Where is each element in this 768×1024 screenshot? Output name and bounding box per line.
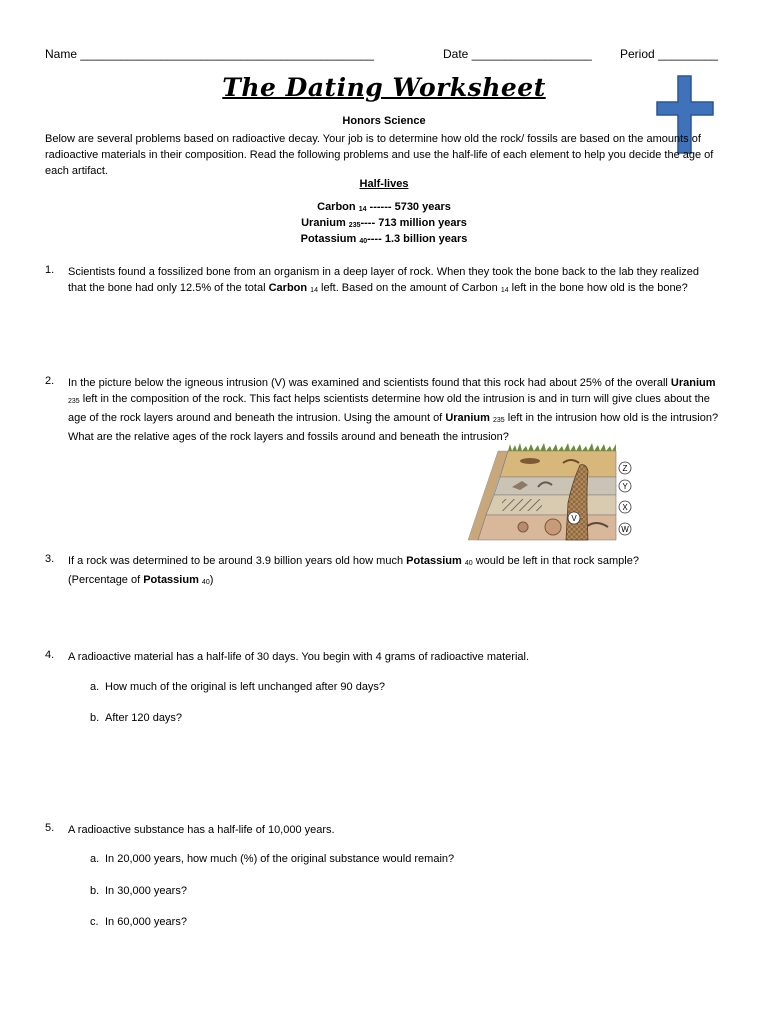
subtitle: Honors Science (342, 115, 426, 127)
question-1-text: Scientists found a fossilized bone from an organism in a deep layer of rock. When they took the bone back to the lab they realized that the bone had only 12.5% of the total Carbon $_{14}$ left. Based on the amount of Carbon $_{14}$ left in the bone how old is the bone? (68, 266, 700, 294)
rock-layers-diagram (468, 443, 636, 543)
name-blank[interactable]: ____________________________________________ (80, 47, 375, 61)
layer-z (500, 451, 616, 477)
label-y: Y (622, 482, 628, 491)
grass (508, 443, 616, 451)
layer-y (494, 477, 616, 495)
question-3-number: 3. (45, 553, 55, 565)
period-field[interactable] (620, 47, 718, 61)
half-lives-heading: Half-lives (359, 178, 409, 190)
date-field[interactable] (443, 47, 592, 61)
question-5-number: 5. (45, 822, 55, 834)
label-v: V (571, 514, 577, 523)
label-w: W (621, 525, 629, 534)
name-label: Name (45, 47, 78, 61)
hatched-band (502, 499, 542, 511)
fossil-z (520, 458, 540, 464)
label-x: X (622, 503, 628, 512)
date-blank[interactable]: __________________ (471, 47, 592, 61)
question-5-text: A radioactive substance has a half-life of 10,000 years. (68, 824, 335, 836)
intro-paragraph: Below are several problems based on radioactive decay. Your job is to determine how old the rock/ fossils are based on the amounts of radioactive materials in their composition. Read the following problems and use the half-life of each element to help you decide the age of each artifact. (45, 133, 714, 177)
half-life-potassium: Potassium $_{40}$---- 1.3 billion years (300, 233, 468, 245)
fossil-w (545, 519, 561, 535)
question-4-number: 4. (45, 649, 55, 661)
name-field[interactable] (45, 47, 374, 61)
period-label: Period (620, 47, 655, 61)
question-4b: b. After 120 days? (90, 712, 183, 724)
question-3-text: If a rock was determined to be around 3.9 billion years old how much Potassium $_{40}$ would be left in that rock sample? (Percentage of Potassium $_{40}$) (68, 555, 639, 586)
page-title: The Dating Worksheet (222, 73, 546, 102)
period-blank[interactable]: _________ (658, 47, 719, 61)
question-5c: c. In 60,000 years? (90, 916, 187, 928)
question-2-number: 2. (45, 375, 55, 387)
question-1-number: 1. (45, 264, 55, 276)
question-5b: b. In 30,000 years? (90, 885, 187, 897)
date-label: Date (443, 47, 469, 61)
label-z: Z (622, 464, 628, 473)
half-life-uranium: Uranium $_{235}$---- 713 million years (301, 217, 467, 229)
half-life-carbon: Carbon $_{14}$ ------ 5730 years (317, 201, 451, 213)
question-2-text: In the picture below the igneous intrusion (V) was examined and scientists found that this rock had about 25% of the overall Uranium $_{235}$ left in the composition of the rock. This fact helps scientists determine how old the intrusion is and in turn will give clues about the age of the rock layers around and beneath the intrusion. Using the amount of Uranium $_{235}$ left in the intrusion how old is the intrusion? What are the relative ages of the rock layers and fossils around and beneath the intrusion? (68, 377, 719, 443)
question-4a: a. How much of the original is left unchanged after 90 days? (90, 681, 386, 693)
question-4-text: A radioactive material has a half-life of 30 days. You begin with 4 grams of radioactive material. (68, 651, 530, 663)
question-5a: a. In 20,000 years, how much (%) of the original substance would remain? (90, 853, 455, 865)
